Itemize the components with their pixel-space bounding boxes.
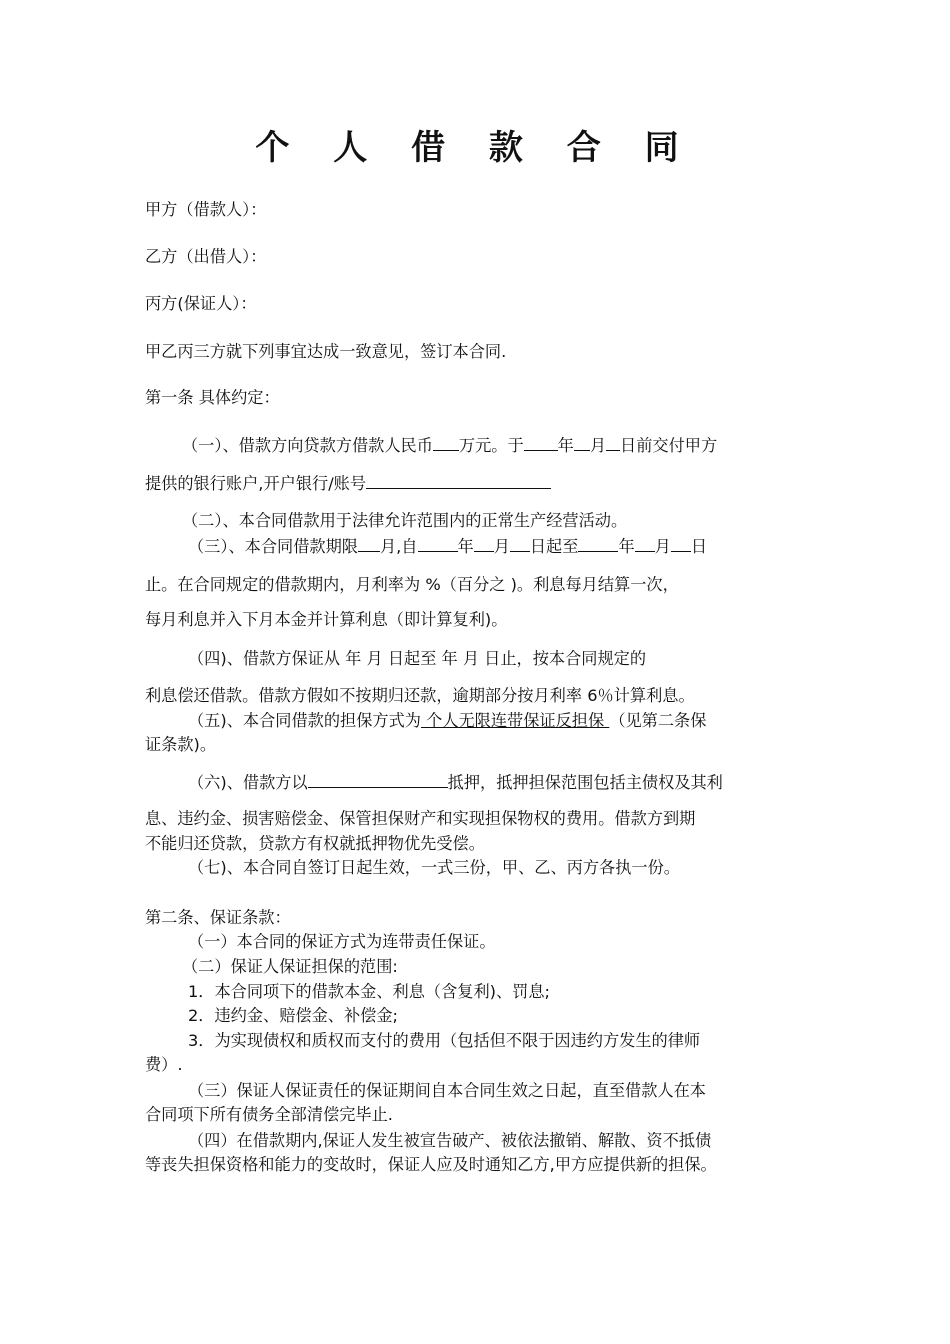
clause1-text-b: 万元。于 xyxy=(458,436,524,455)
clause6-text-b: 抵押，抵押担保范围包括主债权及其利 xyxy=(447,773,723,792)
clause6-line2: 息、违约金、损害赔偿金、保管担保财产和实现担保物权的费用。借款方到期 xyxy=(145,809,696,828)
end-year-blank xyxy=(578,537,618,552)
clause7: （七)、本合同自签订日起生效，一式三份，甲、乙、丙方各执一份。 xyxy=(188,858,680,877)
end-month-blank xyxy=(635,537,655,552)
clause4-line1: （四)、借款方保证从 年 月 日起至 年 月 日止，按本合同规定的 xyxy=(188,649,647,668)
article2-s4-line2: 等丧失担保资格和能力的变故时，保证人应及时通知乙方,甲方应提供新的担保。 xyxy=(145,1155,717,1174)
clause3-text-g: 月 xyxy=(654,537,671,556)
article2-s3-line2: 合同项下所有债务全部清偿完毕止. xyxy=(145,1105,393,1124)
party-lender: 乙方（出借人）： xyxy=(145,247,267,266)
account-blank xyxy=(366,474,551,489)
clause6-line1 xyxy=(188,771,723,795)
collateral-blank xyxy=(308,773,448,788)
clause3-line3: 每月利息并入下月本金并计算利息（即计算复利)。 xyxy=(145,610,508,629)
article1-heading: 第一条 具体约定： xyxy=(145,388,280,407)
clause3-line2: 止。在合同规定的借款期内，月利率为 %（百分之 )。利息每月结算一次， xyxy=(145,575,679,594)
clause3-text-e: 日起至 xyxy=(529,537,579,556)
clause5-line2: 证条款)。 xyxy=(145,735,217,754)
article2-s2: （二）保证人保证担保的范围: xyxy=(182,957,398,976)
clause3-text-a: （三）、本合同借款期限 xyxy=(188,537,358,556)
clause3-text-c: 年 xyxy=(457,537,474,556)
article2-heading: 第二条、保证条款： xyxy=(145,908,291,927)
clause3-text-h: 日 xyxy=(690,537,707,556)
article2-item1: 1．本合同项下的借款本金、利息（含复利)、罚息; xyxy=(188,982,551,1001)
year-blank xyxy=(524,436,558,451)
article2-s4-line1: （四）在借款期内,保证人发生被宣告破产、被依法撤销、解散、资不抵债 xyxy=(188,1131,712,1150)
intro-text: 甲乙丙三方就下列事宜达成一致意见，签订本合同. xyxy=(145,342,507,361)
clause6-line3: 不能归还贷款，贷款方有权就抵押物优先受偿。 xyxy=(145,834,485,853)
clause1-text-c: 年 xyxy=(557,436,574,455)
clause5-text-c: （见第二条保 xyxy=(609,711,707,730)
party-borrower: 甲方（借款人）： xyxy=(145,200,267,219)
clause3-text-d: 月 xyxy=(493,537,510,556)
clause1-text-a: （一）、借款方向贷款方借款人民币 xyxy=(182,436,433,455)
clause3-text-b: 月,自 xyxy=(379,537,418,556)
start-month-blank xyxy=(474,537,494,552)
article2-s1: （一）本合同的保证方式为连带责任保证。 xyxy=(188,932,496,951)
article2-s3-line1: （三）保证人保证责任的保证期间自本合同生效之日起，直至借款人在本 xyxy=(188,1081,706,1100)
clause6-text-a: （六)、借款方以 xyxy=(188,773,308,792)
start-year-blank xyxy=(418,537,458,552)
month-blank xyxy=(574,436,590,451)
clause4-line2: 利息偿还借款。借款方假如不按期归还款，逾期部分按月利率 6％计算利息。 xyxy=(145,686,695,705)
document-title: 个 人 借 款 合 同 xyxy=(255,128,695,168)
term-blank xyxy=(358,537,380,552)
day-blank xyxy=(606,436,620,451)
clause5-text-a: （五)、本合同借款的担保方式为 xyxy=(188,711,421,730)
clause1-text-e: 日前交付甲方 xyxy=(620,436,718,455)
party-guarantor: 丙方(保证人）： xyxy=(145,294,257,313)
clause1-line2 xyxy=(145,472,551,496)
clause2: （二）、本合同借款用于法律允许范围内的正常生产经营活动。 xyxy=(182,511,628,530)
article2-item3-line1: 3．为实现债权和质权而支付的费用（包括但不限于因违约方发生的律师 xyxy=(188,1031,701,1050)
start-day-blank xyxy=(510,537,530,552)
amount-blank xyxy=(433,436,459,451)
clause3-line1 xyxy=(188,535,707,559)
clause5-line1 xyxy=(188,709,706,733)
article2-item2: 2．违约金、赔偿金、补偿金; xyxy=(188,1006,399,1025)
article2-item3-line2: 费）. xyxy=(145,1055,183,1074)
clause1-line1 xyxy=(182,434,717,458)
guarantee-method: 个人无限连带保证反担保 xyxy=(420,711,610,730)
clause1-text-d: 月 xyxy=(589,436,607,455)
clause3-text-f: 年 xyxy=(618,537,635,556)
clause1-text-f: 提供的银行账户,开户银行/账号 xyxy=(145,474,367,493)
end-day-blank xyxy=(671,537,691,552)
